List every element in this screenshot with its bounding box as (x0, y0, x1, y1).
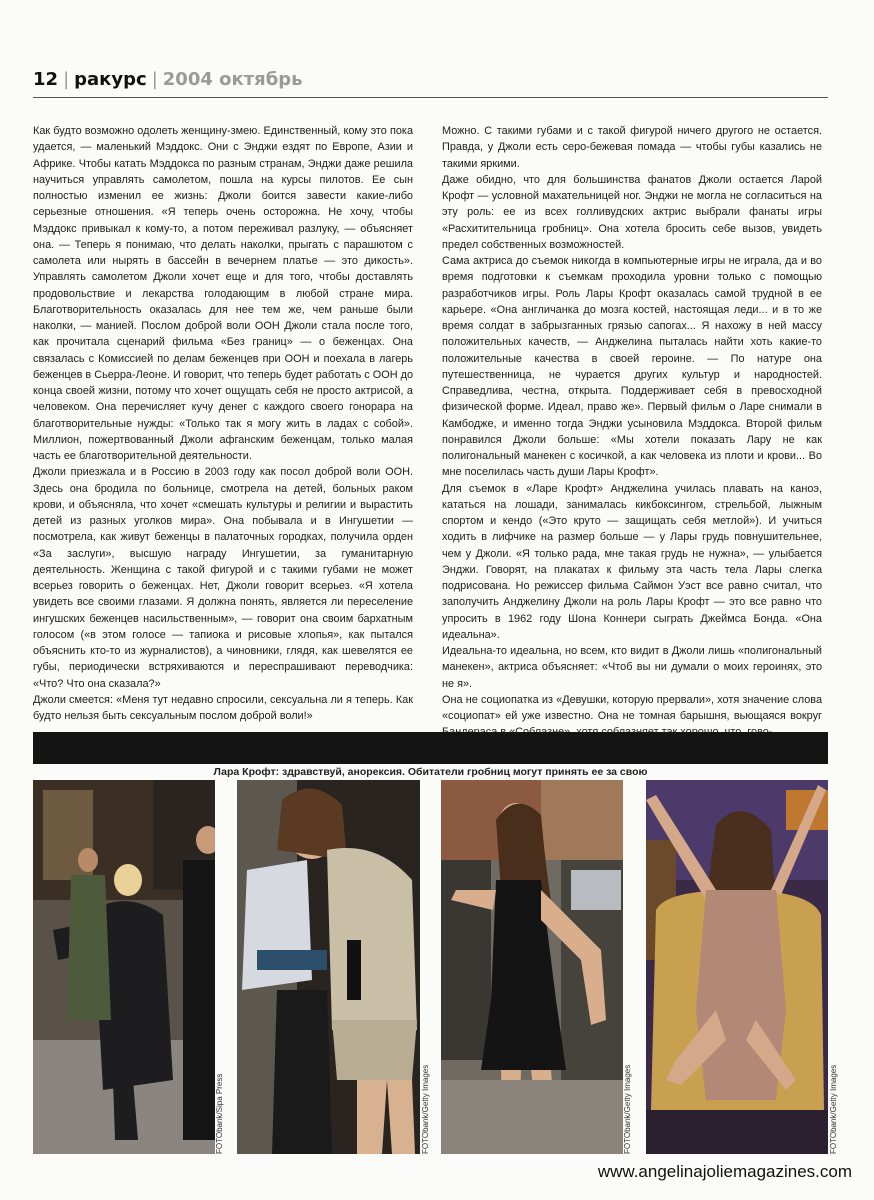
article-column-right (442, 123, 822, 741)
section-title: ракурс (74, 69, 147, 90)
paragraph: Джоли приезжала и в Россию в 2003 году как посол доброй воли ООН. Здесь она бродила по больнице, смотрела на детей, больных раком крови, и объясняла, что хочет «смешать культуры и религии и вырастить детей из разных уголков мира». Она побывала и в Ингушетии — посмотрела, как живут беженцы в палаточных городках, получила орден «За заслуги», высшую награду Ингушетии, за гуманитарную деятельность. Женщина с такой фигурой и с такими губами не может всерьез говорить о беженцах. Нет, Джоли говорит всерьез. «Я хотела увидеть все своими глазами. Я должна понять, является ли переселение ингушских беженцев насильственным», — говорит она своим бархатным голосом («в этом голосе — тапиока и рисовые хлопья», как пытался объяснить кто-то из журналистов), а чиновники, глядя, как шевелятся ее губы, периодически встряхиваются и переспрашивают переводчика: «Что? Что она сказала?» (33, 466, 413, 690)
street-crowd-photo-icon (33, 780, 215, 1154)
photo-header-bar (33, 732, 828, 764)
paragraph: Как будто возможно одолеть женщину-змею. Единственный, кому это пока удается, — маленький Мэддокс. Они с Энджи ездят по Европе, Азии и Африке. Чтобы катать Мэддокса по разным странам, Энджи даже решила научиться управлять самолетом, пошла на курсы пилотов. Ее сын полностью изменил ее жизнь: Джоли боится завести какие-либо серьезные отношения. «Я теперь очень осторожна. Не хочу, чтобы Мэддокс привыкал к кому-то, а потом переживал разлуку, — объясняет она. — Теперь я понимаю, что делать наколки, прыгать с парашютом с самолета или нырять в бассейн в вечернем платье — это дикость». Управлять самолетом Джоли хочет еще и для того, чтобы доставлять продовольствие и лекарства голодающим в любой стране мира. Благотворительность оказалась для нее тем же, чем раньше были наколки, — манией. Послом доброй воли ООН Джоли стала после того, как прочитала сценарий фильма «Без границ» — о беженцах. Она связалась с Комиссией по делам беженцев при ООН и поехала в лагерь беженцев в Сьерра-Леоне. И говорит, что теперь будет работать с ООН до конца своей жизни, потому что хочет ощущать себя не просто актрисой, а человеком. Она перечисляет кучу денег с каждого своего гонорара на благотворительные нужды: «Только так я могу жить в ладах с собой». Миллион, пожертвованный Джоли афганским беженцам, только малая часть ее благотворительной деятельности. (33, 125, 413, 462)
laughing-photo-icon (237, 780, 420, 1154)
photo-laughing (237, 780, 420, 1154)
header-separator-2: | (151, 69, 158, 90)
issue-date: 2004 октябрь (162, 69, 303, 90)
photo-armchair (646, 780, 828, 1154)
black-dress-photo-icon (441, 780, 623, 1154)
header-separator: | (63, 69, 70, 90)
photo-street-crowd (33, 780, 215, 1154)
photo-caption: Лара Крофт: здравствуй, анорексия. Обитатели гробниц могут принять ее за свою (213, 766, 648, 778)
paragraph: Идеальна-то идеальна, но всем, кто видит в Джоли лишь «полигональный манекен», актриса объясняет: «Чтоб вы ни думали о моих героинях, это не я». (442, 645, 822, 690)
armchair-photo-icon (646, 780, 828, 1154)
website-watermark[interactable]: www.angelinajoliemagazines.com (597, 1162, 852, 1181)
page-header (33, 66, 828, 98)
article-column-left (33, 123, 413, 724)
paragraph: Сама актриса до съемок никогда в компьютерные игры не играла, да и во время подготовки к съемкам проходила уровни только с помощью разработчиков игры. Роль Лары Крофт оказалась самой трудной в ее карьере. «Она англичанка до мозга костей, настоящая леди... и в то же время солдат в забрызганных грязью сапогах... Я нахожу в ней массу положительных качеств, — Анджелина пыталась найти хоть какие-то положительные качества в своей героине. — По натуре она путешественница, не чурается других культур и народностей. Справедлива, честна, открыта. Поддерживает себя в превосходной физической форме. Идеал, право же». Первый фильм о Ларе снимали в Камбодже, и именно тогда Энджи усыновила Мэддокса. Второй фильм понравился Джоли больше: «Мы хотели показать Лару не как полигональный манекен с косичкой, а как человека из плоти и крови... Во мне поселилась часть души Лары Крофт». (442, 255, 822, 479)
photo-black-dress (441, 780, 623, 1154)
paragraph: Она не социопатка из «Девушки, которую прервали», хотя значение слова «социопат» ей уже известно. Она не томная барышня, вьющаяся вокруг (442, 693, 822, 722)
paragraph: Даже обидно, что для большинства фанатов Джоли остается Ларой Крофт — условной махательницей ног. Энджи не могла не согласиться на эту роль: ее из всех голливудских актрис выбрали фанаты игры «Расхитительница гробниц». Она хотела бросить себе вызов, увидеть предел собственных возможностей. (442, 173, 822, 251)
paragraph: Для съемок в «Ларе Крофт» Анджелина училась плавать на каноэ, кататься на лошади, занималась кикбоксингом, стрельбой, лыжным спортом и кендо («Это круто — защищать себя метлой»). И учиться ходить в лифчике на размер больше — у Лары грудь повнушительнее, чем у Джоли. «Я только рада, мне такая грудь не нужна», — улыбается Энджи. Говорят, на плакатах к фильму эта часть тела Лары слегка подрисована. Но режиссер фильма Саймон Уэст все равно считал, что заполучить Анджелину Джоли на роль Лары Крофт — это все равно что упросить в 1962 году Шона Коннери сыграть Джеймса Бонда. «Она идеальна». (442, 482, 822, 641)
paragraph: Можно. С такими губами и с такой фигурой ничего другого не остается. Правда, у Джоли есть серо-бежевая помада — чтобы губы казались не такими яркими. (442, 125, 822, 170)
paragraph: Джоли смеется: «Меня тут недавно спросили, сексуальна ли я теперь. Как будто нельзя быть сексуальным послом доброй воли!» (33, 693, 413, 722)
page-number: 12 (33, 69, 59, 90)
